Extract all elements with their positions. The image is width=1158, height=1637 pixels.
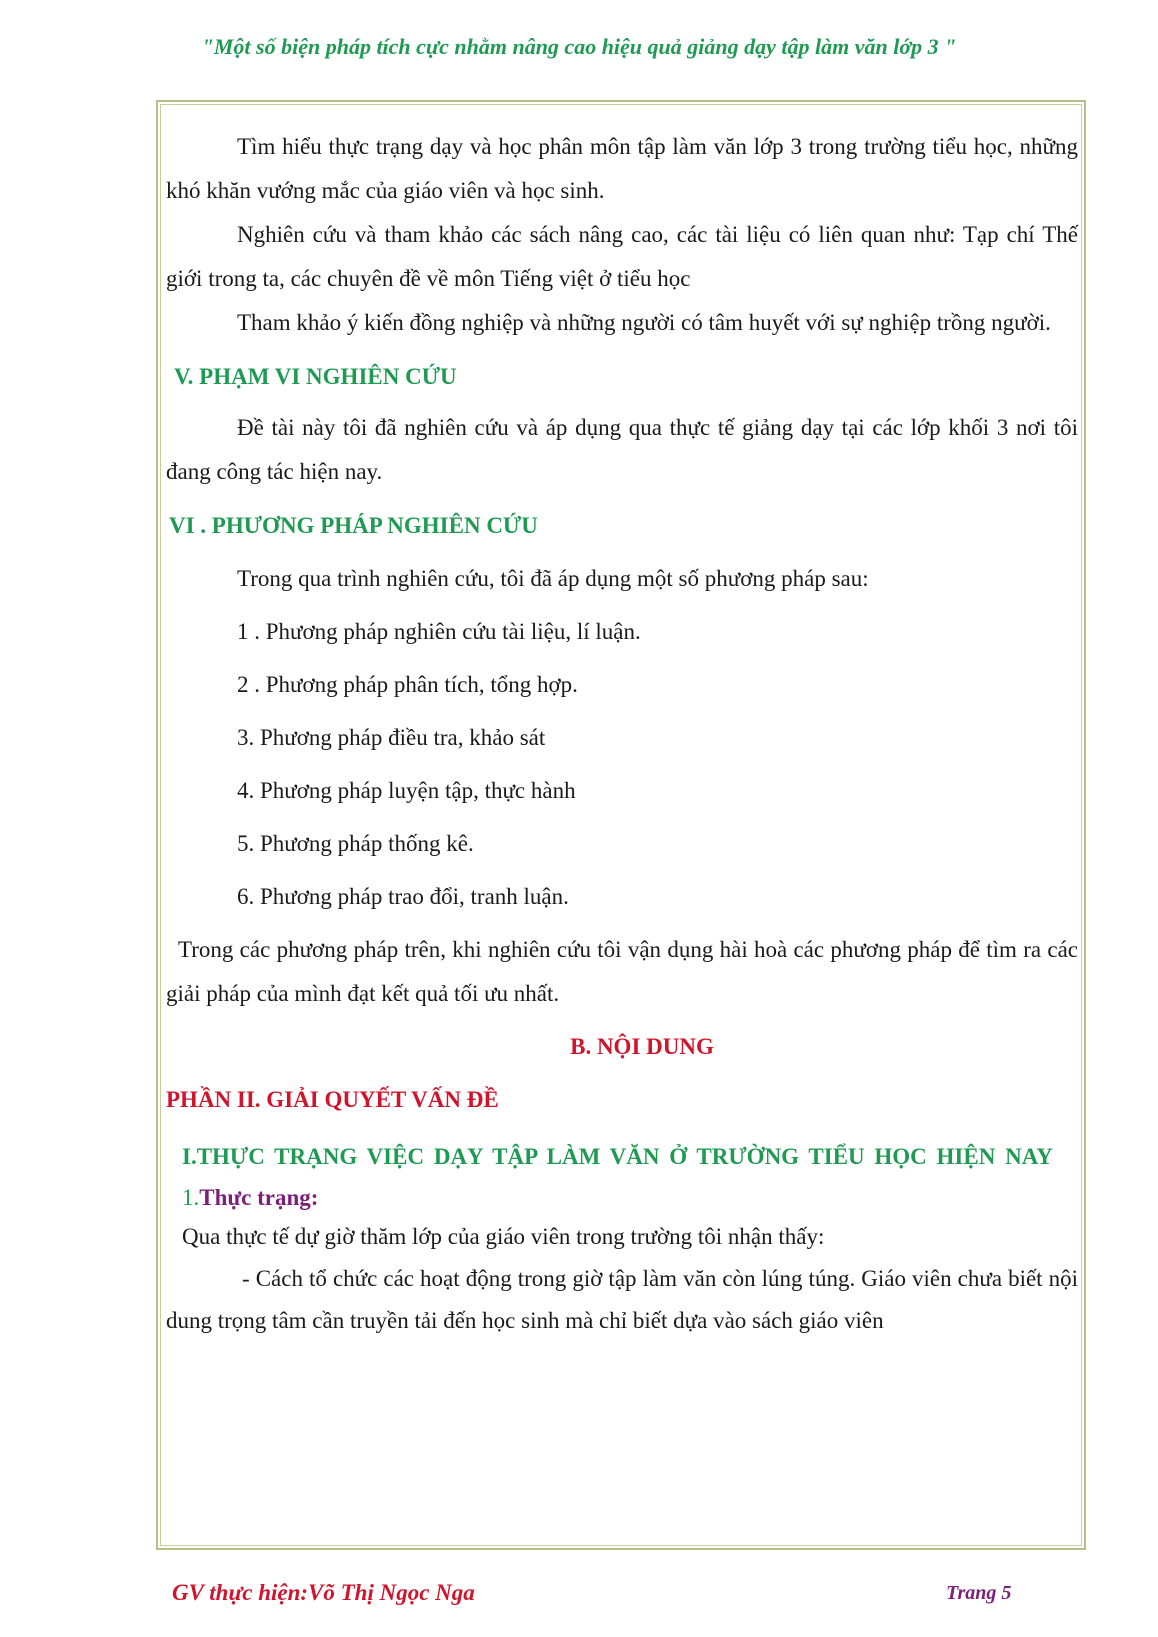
section-6-heading: VI . PHƯƠNG PHÁP NGHIÊN CỨU [169, 513, 538, 538]
section-5-text: Đề tài này tôi đã nghiên cứu và áp dụng qua thực tế giảng dạy tại các lớp khối 3 nơi tôi đang công tác hiện nay. [166, 415, 1078, 484]
methods-summary: Trong các phương pháp trên, khi nghiên cứu tôi vận dụng hài hoà các phương pháp để tìm ra các giải pháp của mình đạt kết quả tối ưu nhất. [166, 937, 1078, 1006]
observation-intro: Qua thực tế dự giờ thăm lớp của giáo viên trong trường tôi nhận thấy: [182, 1224, 825, 1249]
paragraph-consult-colleagues: Tham khảo ý kiến đồng nghiệp và những người có tâm huyết với sự nghiệp trồng người. [237, 310, 1051, 335]
method-item-6: 6. Phương pháp trao đổi, tranh luận. [237, 884, 569, 909]
paragraph-research-status: Tìm hiểu thực trạng dạy và học phân môn tập làm văn lớp 3 trong trường tiểu học, những khó khăn vướng mắc của giáo viên và học sinh. [166, 134, 1078, 203]
document-header-title: "Một số biện pháp tích cực nhằm nâng cao hiệu quả giảng dạy tập làm văn lớp 3 " [201, 34, 957, 59]
method-item-5: 5. Phương pháp thống kê. [237, 831, 474, 856]
page-content [166, 125, 1078, 1342]
section-5-heading: V. PHẠM VI NGHIÊN CỨU [174, 364, 457, 389]
paragraph-reference-study: Nghiên cứu và tham khảo các sách nâng cao, các tài liệu có liên quan như: Tạp chí Thế giới trong ta, các chuyên đề về môn Tiếng việt ở tiểu học [166, 222, 1078, 291]
method-item-4: 4. Phương pháp luyện tập, thực hành [237, 778, 576, 803]
part-2-heading: PHẦN II. GIẢI QUYẾT VẤN ĐỀ [166, 1087, 499, 1112]
footer-page-number: Trang 5 [946, 1582, 1012, 1604]
method-item-3: 3. Phương pháp điều tra, khảo sát [237, 725, 546, 750]
subsection-1-heading [182, 1180, 1078, 1216]
section-6-intro: Trong qua trình nghiên cứu, tôi đã áp dụng một số phương pháp sau: [237, 566, 869, 591]
method-item-1: 1 . Phương pháp nghiên cứu tài liệu, lí luận. [237, 619, 641, 644]
footer-author: GV thực hiện:Võ Thị Ngọc Nga [172, 1580, 475, 1605]
subsection-1-label: Thực trạng: [199, 1185, 319, 1210]
section-1-heading: I.THỰC TRẠNG VIỆC DẠY TẬP LÀM VĂN Ở TRƯỜNG TIỂU HỌC HIỆN NAY [182, 1144, 1053, 1169]
method-item-2: 2 . Phương pháp phân tích, tổng hợp. [237, 672, 578, 697]
part-b-heading: B. NỘI DUNG [570, 1034, 714, 1059]
observation-item-1: - Cách tổ chức các hoạt động trong giờ tập làm văn còn lúng túng. Giáo viên chưa biết nội dung trọng tâm cần truyền tải đến học sinh mà chỉ biết dựa vào sách giáo viên [166, 1266, 1078, 1333]
subsection-1-number: 1. [182, 1185, 200, 1210]
